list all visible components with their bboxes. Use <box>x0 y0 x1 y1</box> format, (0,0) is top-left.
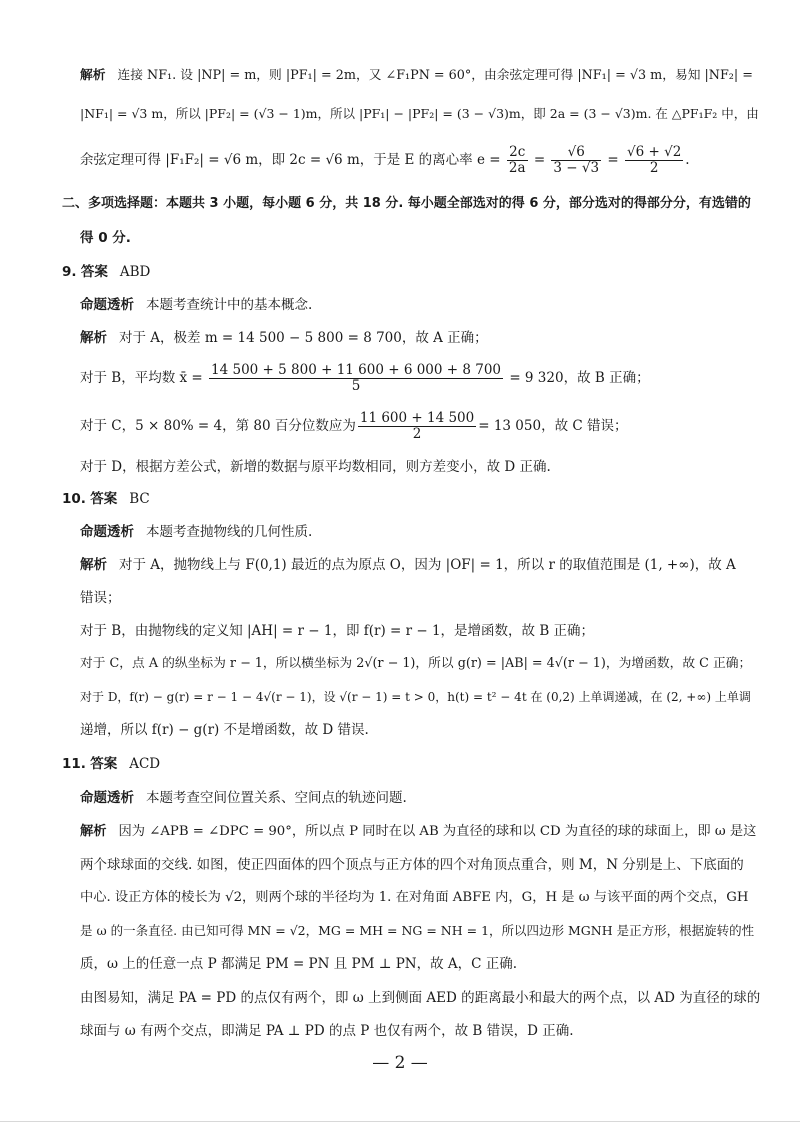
fraction-denominator: 2 <box>649 160 659 176</box>
fraction-numerator: 2c <box>507 145 528 161</box>
intent-text: 本题考查空间位置关系、空间点的轨迹问题. <box>146 790 407 806</box>
q11-answer <box>62 754 160 774</box>
q9-intent <box>80 295 312 315</box>
fraction-denominator: 3 − √3 <box>553 160 600 176</box>
solution-text: 对于 A，抛物线上与 F(0,1) 最近的点为原点 O，因为 |OF| = 1，所以 r 的取值范围是 (1, +∞)，故 A <box>119 557 736 573</box>
q11-solution-4: 是 ω 的一条直径. 由已知可得 MN = √2，MG = MH = NG = NH = 1，所以四边形 MGNH 是正方形，根据旋转的性 <box>80 923 755 938</box>
fraction-denominator: 2a <box>508 160 526 176</box>
solution-text: 因为 ∠APB = ∠DPC = 90°，所以点 P 同时在以 AB 为直径的球和以 CD 为直径的球的球面上，即 ω 是这 <box>118 824 757 839</box>
fraction-sqrt6-over <box>551 145 601 176</box>
q10-solution-a <box>80 555 736 575</box>
intent-label: 命题透析 <box>80 524 134 540</box>
answer-label: 答案 <box>90 491 118 507</box>
q9-solution-c <box>80 408 628 444</box>
q10-solution-d-2: 递增，所以 f(r) − g(r) 不是增函数，故 D 错误. <box>80 722 369 738</box>
solution-text: 对于 A，极差 m = 14 500 − 5 800 = 8 700，故 A 正确； <box>119 330 488 346</box>
fraction-result <box>625 145 683 176</box>
fraction-numerator: √6 + √2 <box>627 144 682 160</box>
fraction-numerator: 11 600 + 14 500 <box>359 410 475 426</box>
answer-value: BC <box>129 491 150 507</box>
answer-value: ABD <box>119 264 151 280</box>
q10-solution-c: 对于 C，点 A 的纵坐标为 r − 1，所以横坐标为 2√(r − 1)，所以 g(r) = |AB| = 4√(r − 1)，为增函数，故 C 正确； <box>80 656 752 671</box>
prev-solution-line-3 <box>80 142 690 178</box>
q10-answer <box>62 489 150 509</box>
q10-solution-b: 对于 B，由抛物线的定义知 |AH| = r − 1，即 f(r) = r − 1，是增函数，故 B 正确； <box>80 623 595 639</box>
q11-solution-1 <box>80 822 756 842</box>
bottom-divider <box>0 1121 800 1122</box>
fraction-percentile <box>358 411 476 442</box>
intent-text: 本题考查统计中的基本概念. <box>146 297 313 313</box>
q11-solution-6: 由图易知，满足 PA = PD 的点仅有两个，即 ω 上到侧面 AED 的距离最小和最大的两个点，以 AD 为直径的球的 <box>80 990 761 1006</box>
intent-label: 命题透析 <box>80 297 134 313</box>
solution-text: = 9 320，故 B 正确； <box>509 370 650 386</box>
q10-solution-d-1: 对于 D，f(r) − g(r) = r − 1 − 4√(r − 1)，设 √(r − 1) = t > 0，h(t) = t² − 4t 在 (0,2) 上单调递减，在 (2, +∞) 上单调 <box>80 690 751 704</box>
q11-intent <box>80 788 407 808</box>
answer-label: 答案 <box>80 264 108 280</box>
q11-solution-2: 两个球球面的交线. 如图，使正四面体的四个顶点与正方体的四个对角顶点重合，则 M，N 分别是上、下底面的 <box>80 857 744 873</box>
q11-solution-3: 中心. 设正方体的棱长为 √2，则两个球的半径均为 1. 在对角面 ABFE 内，G，H 是 ω 与该平面的两个交点，GH <box>80 890 749 905</box>
fraction-numerator: 14 500 + 5 800 + 11 600 + 6 000 + 8 700 <box>211 362 502 378</box>
intent-text: 本题考查抛物线的几何性质. <box>146 524 313 540</box>
solution-label: 解析 <box>80 68 106 83</box>
solution-label: 解析 <box>80 557 107 573</box>
prev-solution-line-2: |NF₁| = √3 m，所以 |PF₂| = (√3 − 1)m，所以 |PF₁| − |PF₂| = (3 − √3)m，即 2a = (3 − √3)m. 在 △PF₁F₂ 中，由 <box>80 106 759 121</box>
prev-solution-text-1: 连接 NF₁. 设 |NP| = m，则 |PF₁| = 2m，又 ∠F₁PN = 60°，由余弦定理可得 |NF₁| = √3 m，易知 |NF₂| = <box>117 68 753 83</box>
equals-sign: = <box>533 152 546 168</box>
q10-intent <box>80 522 312 542</box>
fraction-2c-2a <box>507 145 528 176</box>
solution-label: 解析 <box>80 330 107 346</box>
solution-text: = 13 050，故 C 错误； <box>478 418 628 434</box>
period: . <box>685 152 690 168</box>
question-number: 9. <box>62 264 77 280</box>
section-heading-line-2: 得 0 分. <box>80 230 131 246</box>
prev-solution-text-3: 余弦定理可得 |F₁F₂| = √6 m，即 2c = √6 m，于是 E 的离心率 e = <box>80 152 501 168</box>
solution-label: 解析 <box>80 824 107 839</box>
q11-solution-7: 球面与 ω 有两个交点，即满足 PA ⊥ PD 的点 P 也仅有两个，故 B 错误，D 正确. <box>80 1023 574 1039</box>
fraction-numerator: √6 <box>551 145 601 161</box>
prev-solution-line-1 <box>80 66 753 86</box>
intent-label: 命题透析 <box>80 790 134 806</box>
page-number: — 2 — <box>372 1053 428 1073</box>
q9-solution-a <box>80 328 488 348</box>
fraction-denominator: 2 <box>412 426 422 442</box>
q9-answer <box>62 262 150 282</box>
section-heading-line-1: 二、多项选择题：本题共 3 小题，每小题 6 分，共 18 分. 每小题全部选对的得 6 分，部分选对的得部分分，有选错的 <box>62 196 751 211</box>
answer-label: 答案 <box>90 756 118 772</box>
question-number: 10. <box>62 491 86 507</box>
solution-text: 对于 C，5 × 80% = 4，第 80 百分位数应为 <box>80 418 356 434</box>
q9-solution-b <box>80 360 650 396</box>
equals-sign: = <box>607 152 619 168</box>
q10-solution-a-cont: 错误； <box>80 590 121 606</box>
question-number: 11. <box>62 756 86 772</box>
q9-solution-d: 对于 D，根据方差公式，新增的数据与原平均数相同，则方差变小，故 D 正确. <box>80 459 551 475</box>
fraction-mean <box>209 363 503 394</box>
answer-value: ACD <box>129 756 161 772</box>
solution-text: 对于 B，平均数 x̄ = <box>80 370 203 386</box>
fraction-denominator: 5 <box>351 378 361 394</box>
q11-solution-5: 质，ω 上的任意一点 P 都满足 PM = PN 且 PM ⊥ PN，故 A，C 正确. <box>80 956 518 972</box>
